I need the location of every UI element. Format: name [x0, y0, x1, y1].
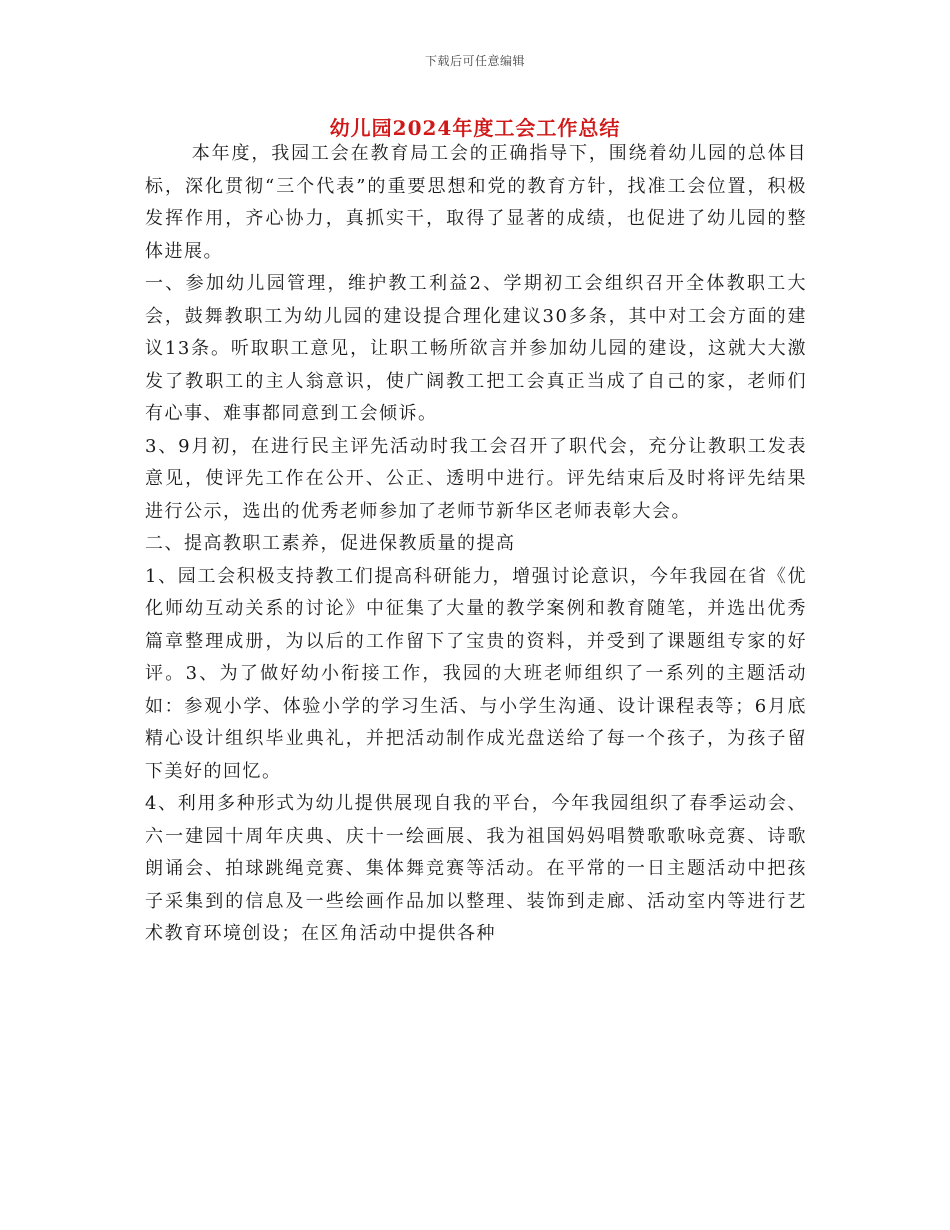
page-header-note: 下载后可任意编辑: [424, 54, 525, 68]
paragraph-section-1: 一、参加幼儿园管理，维护教工利益2、学期初工会组织召开全体教职工大会，鼓舞教职工为幼儿园的建设提合理化建议30多条，其中对工会方面的建议13条。听取职工意见，让职工畅所欲言并参加幼儿园的建设，这就大大激发了教职工的主人翁意识，使广阔教工把工会真正当成了自己的家，老师们有心事、难事都同意到工会倾诉。: [145, 273, 807, 424]
paragraph-item-1: 1、园工会积极支持教工们提高科研能力，增强讨论意识，今年我园在省《优化师幼互动关系的讨论》中征集了大量的教学案例和教育随笔，并选出优秀篇章整理成册，为以后的工作留下了宝贵的资料，并受到了课题组专家的好评。3、为了做好幼小衔接工作，我园的大班老师组织了一系列的主题活动如：参观小学、体验小学的学习生活、与小学生沟通、设计课程表等；6月底精心设计组织毕业典礼，并把活动制作成光盘送给了每一个孩子，为孩子留下美好的回忆。: [145, 565, 807, 782]
document-body: [145, 138, 807, 951]
paragraph-item-4: 4、利用多种形式为幼儿提供展现自我的平台，今年我园组织了春季运动会、六一建园十周年庆典、庆十一绘画展、我为祖国妈妈唱赞歌歌咏竞赛、诗歌朗诵会、拍球跳绳竞赛、集体舞竞赛等活动。在平常的一日主题活动中把孩子采集到的信息及一些绘画作品加以整理、装饰到走廊、活动室内等进行艺术教育环境创设；在区角活动中提供各种: [145, 793, 807, 944]
section-heading-2: 二、提高教职工素养，促进保教质量的提高: [145, 533, 516, 554]
paragraph-item-3: 3、9月初，在进行民主评先活动时我工会召开了职代会，充分让教职工发表意见，使评先工作在公开、公正、透明中进行。评先结束后及时将评先结果进行公示，选出的优秀老师参加了老师节新华区老师表彰大会。: [145, 435, 807, 522]
document-title: 幼儿园2024年度工会工作总结: [329, 116, 621, 140]
paragraph-intro: 本年度，我园工会在教育局工会的正确指导下，围绕着幼儿园的总体目标，深化贯彻“三个代表”的重要思想和党的教育方针，找准工会位置，积极发挥作用，齐心协力，真抓实干，取得了显著的成绩，也促进了幼儿园的整体进展。: [145, 143, 807, 262]
